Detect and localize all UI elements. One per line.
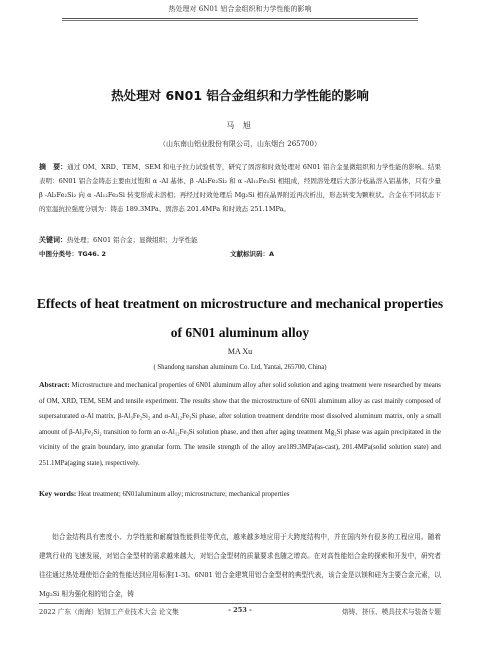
classification-number bbox=[39, 249, 106, 258]
document-code bbox=[230, 249, 274, 258]
english-keywords-text: Heat treatment; 6N01aluminum alloy; microstructure; mechanical properties bbox=[76, 491, 290, 498]
footer-proceedings: 2022 广东（南海）铝加工产业技术大会 论文集 bbox=[39, 608, 179, 616]
document-code-value: A bbox=[269, 250, 275, 258]
english-title: Effects of heat treatment on microstructure and mechanical properties of 6N01 aluminum alloy bbox=[36, 296, 444, 340]
english-abstract-label: Abstract: bbox=[39, 380, 70, 389]
footer-rule bbox=[39, 603, 441, 604]
header-rule-thin bbox=[62, 20, 418, 21]
chinese-abstract-label: 摘 要： bbox=[39, 163, 68, 171]
chinese-keywords-label: 关键词： bbox=[39, 236, 67, 244]
english-affiliation: ( Shandong nanshan aluminum Co. Ltd, Yantai, 265700, China) bbox=[153, 364, 327, 371]
document-code-label: 文献标识码： bbox=[230, 250, 269, 258]
chinese-keywords-text: 热处理；6N01 铝合金；显微组织；力学性能 bbox=[67, 236, 198, 244]
chinese-abstract bbox=[39, 160, 441, 216]
chinese-abstract-text: 通过 OM、XRD、TEM、SEM 和电子拉力试验机等，研究了固溶和时效处理对 6N01 铝合金显微组织和力学性能的影响。结果表明：6N01 铝合金铸态主要由过饱和 α -Al 基体、β -Al₃Fe₂Si₂ 和 α -Al₁₂Fe₃Si 相组成，经固溶处理后大部分枝晶溶入铝基体，只有少量 β -Al₃Fe₂Si₂ 向 α -Al₁₂Fe₃Si 转变形成未溶相；再经过时效处理后 Mg₂Si 相在晶界附近再次析出，形态转变为颗粒状。合金在不同状态下的室温抗拉强度分别为：铸态 189.3MPa、固溶态 201.4MPa 和时效态 251.1MPa。 bbox=[39, 163, 441, 213]
footer-section: 熔铸、挤压、模具技术与装备专题 bbox=[342, 608, 441, 616]
english-author: MA Xu bbox=[227, 347, 253, 356]
classification-label: 中图分类号： bbox=[39, 250, 78, 258]
running-header: 热处理对 6N01 铝合金组织和力学性能的影响 bbox=[168, 5, 312, 13]
chinese-author: 马 旭 bbox=[226, 121, 254, 130]
classification-value: TG46. 2 bbox=[78, 250, 107, 258]
english-abstract bbox=[39, 377, 441, 471]
english-keywords-label: Key words: bbox=[39, 489, 77, 498]
english-keywords bbox=[39, 489, 449, 498]
english-abstract-text: Microstructure and mechanical properties of 6N01 aluminum alloy after solid solution and aging treatment were researched by means of OM, XRD, TEM, SEM and tensile experiment. The results show that the microstructure of 6N01 aluminum alloy as cast mainly composed of supersaturated α-Al matrix, β-Al₃Fe₂Si₂ and α-Al₁₂Fe₃Si phase, after solution treatment dendrite most dissolved aluminum matrix, only a small amount of β-Al₃Fe₂Si₂ transition to form an α-Al₁₂Fe₃Si solution phase, and then after aging treatment Mg₂Si phase was again precipitated in the vicinity of the grain boundary, into granular form. The tensile strength of the alloy are189.3MPa(as-cast), 201.4MPa(solid solution state) and 251.1MPa(aging state), respectively. bbox=[39, 382, 441, 467]
chinese-affiliation: （山东南山铝业股份有限公司，山东烟台 265700） bbox=[159, 140, 321, 148]
body-paragraph: 铝合金结构具有密度小、力学性能和耐腐蚀性能俱佳等优点，越来越多地应用于大跨度结构中，并在国内外有很多的工程应用。随着建筑行业的飞速发展，对铝合金型材的需求越来越大，对铝合金型材的质量要求也随之增高。在对高性能铝合金的探索和开发中，研究者往往通过热处理使铝合金的性能达到应用标准[1-3]。6N01 铝合金建筑用铝合金型材的典型代表，该合金是以镁和硅为主要合金元素，以 Mg₂Si 相为强化相的铝合金，铸 bbox=[39, 533, 441, 598]
chinese-keywords bbox=[39, 235, 441, 245]
header-rule bbox=[62, 18, 418, 19]
chinese-title: 热处理对 6N01 铝合金组织和力学性能的影响 bbox=[111, 88, 369, 103]
page-number: - 253 - bbox=[228, 606, 252, 614]
